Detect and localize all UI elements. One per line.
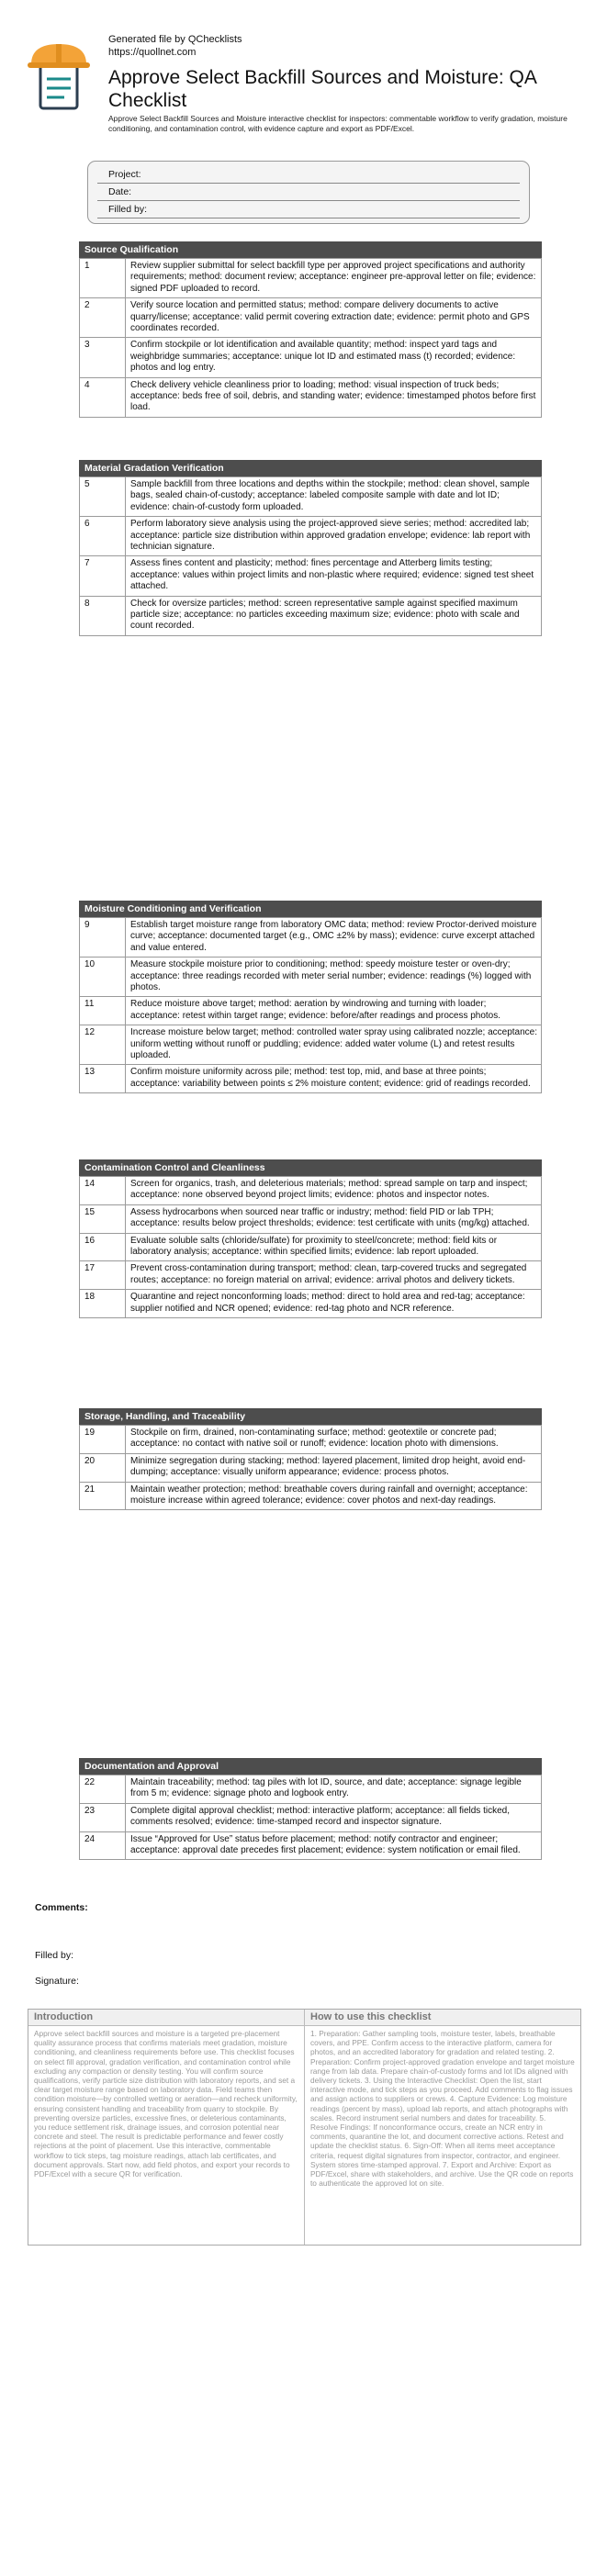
- item-number: 1: [80, 259, 126, 298]
- checklist-row[interactable]: [80, 259, 542, 298]
- item-text: Evaluate soluble salts (chloride/sulfate) for proximity to steel/concrete; method: field kits or laboratory analysis; acceptance: within specified limits; evidence: lab report uploaded.: [126, 1233, 542, 1261]
- item-number: 7: [80, 556, 126, 596]
- checklist-row[interactable]: [80, 1261, 542, 1290]
- project-info-box: [87, 161, 530, 224]
- section-source-qualification: [79, 241, 542, 418]
- checklist-row[interactable]: [80, 596, 542, 635]
- page-title: Approve Select Backfill Sources and Moisture: QA Checklist: [108, 67, 536, 111]
- item-number: 17: [80, 1261, 126, 1290]
- section-storage-handling: [79, 1408, 542, 1510]
- checklist-row[interactable]: [80, 1426, 542, 1454]
- item-text: Complete digital approval checklist; method: interactive platform; acceptance: all fields ticked, comments resolved; evidence: time-stamped record and inspector signature.: [126, 1803, 542, 1831]
- checklist-table: [79, 1775, 542, 1860]
- checklist-row[interactable]: [80, 1831, 542, 1860]
- item-number: 2: [80, 298, 126, 338]
- item-number: 4: [80, 377, 126, 417]
- checklist-row[interactable]: [80, 958, 542, 997]
- item-number: 13: [80, 1065, 126, 1093]
- item-text: Maintain weather protection; method: breathable covers during rainfall and overnight; acceptance: moisture increase within agreed tolerance; evidence: cover photos and next-day readings.: [126, 1482, 542, 1510]
- section-documentation-approval: [79, 1758, 542, 1860]
- section-contamination-control: [79, 1159, 542, 1318]
- checklist-table: [79, 1176, 542, 1318]
- checklist-row[interactable]: [80, 477, 542, 517]
- section-heading: Moisture Conditioning and Verification: [79, 901, 542, 917]
- item-text: Quarantine and reject nonconforming loads; method: direct to hold area and red-tag; acceptance: supplier notified and NCR opened; evidence: red-tag photo and NCR reference.: [126, 1290, 542, 1318]
- item-number: 6: [80, 517, 126, 556]
- checklist-row[interactable]: [80, 517, 542, 556]
- checklist-table: [79, 476, 542, 636]
- item-number: 9: [80, 918, 126, 958]
- date-field[interactable]: Date:: [97, 184, 520, 201]
- item-text: Establish target moisture range from laboratory OMC data; method: review Proctor-derived moisture curve; acceptance: documented target (e.g., OMC ±2% by mass); evidence: curve excerpt attached and value entered.: [126, 918, 542, 958]
- item-number: 5: [80, 477, 126, 517]
- generated-by-label: Generated file by QChecklists: [108, 34, 242, 45]
- item-text: Check for oversize particles; method: screen representative sample against specified maximum particle size; acceptance: no particles exceeding maximum size; evidence: photo with scale and count recorded.: [126, 596, 542, 635]
- item-text: Sample backfill from three locations and depths within the stockpile; method: clean shovel, sample bags, sealed chain-of-custody; acceptance: labeled composite sample with date and lot ID; evidence: chain-of-custody form uploaded.: [126, 477, 542, 517]
- section-heading: Source Qualification: [79, 241, 542, 258]
- checklist-table: [79, 917, 542, 1093]
- checklist-row[interactable]: [80, 338, 542, 377]
- section-heading: Storage, Handling, and Traceability: [79, 1408, 542, 1425]
- item-text: Review supplier submittal for select backfill type per approved project specifications and authority requirements; method: document review; acceptance: engineer pre-approval letter on file; evidence: signed PDF uploaded to record.: [126, 259, 542, 298]
- item-number: 19: [80, 1426, 126, 1454]
- section-moisture-conditioning: [79, 901, 542, 1093]
- item-number: 24: [80, 1831, 126, 1860]
- hardhat-clipboard-icon: [28, 40, 90, 112]
- item-text: Screen for organics, trash, and deleterious materials; method: spread sample on tarp and inspect; acceptance: none observed beyond project limits; evidence: photos and inspector notes.: [126, 1177, 542, 1205]
- page-subtitle: Approve Select Backfill Sources and Moisture interactive checklist for inspectors: commentable workflow to verify gradation, moisture conditioning, and contamination control, with evidence capture and export as PDF/Excel.: [108, 114, 568, 133]
- checklist-row[interactable]: [80, 1233, 542, 1261]
- section-heading: Documentation and Approval: [79, 1758, 542, 1775]
- checklist-row[interactable]: [80, 997, 542, 1025]
- how-to-column: [305, 2010, 580, 2245]
- item-text: Assess fines content and plasticity; method: fines percentage and Atterberg limits testing; acceptance: values within project limits and non-plastic where required; evidence: signed test sheet attached.: [126, 556, 542, 596]
- checklist-row[interactable]: [80, 1482, 542, 1510]
- checklist-row[interactable]: [80, 1065, 542, 1093]
- item-text: Stockpile on firm, drained, non-contaminating surface; method: geotextile or concrete pad; acceptance: no contact with native soil or runoff; evidence: location photo with dimensions.: [126, 1426, 542, 1454]
- item-number: 14: [80, 1177, 126, 1205]
- source-url-link[interactable]: https://quollnet.com: [108, 47, 197, 58]
- item-text: Issue “Approved for Use” status before placement; method: notify contractor and engineer; acceptance: approval date precedes first placement; evidence: system notification or email filed.: [126, 1831, 542, 1860]
- item-text: Maintain traceability; method: tag piles with lot ID, source, and date; acceptance: signage legible from 5 m; evidence: signage photo and logbook entry.: [126, 1775, 542, 1804]
- item-number: 8: [80, 596, 126, 635]
- item-text: Assess hydrocarbons when sourced near traffic or industry; method: field PID or lab TPH; acceptance: results below project thresholds; evidence: test certificate with units (mg/kg) attached.: [126, 1204, 542, 1233]
- checklist-row[interactable]: [80, 1803, 542, 1831]
- item-text: Increase moisture below target; method: controlled water spray using calibrated nozzle; acceptance: uniform wetting without runoff or puddling; evidence: added water volume (L) and retest results uploaded.: [126, 1025, 542, 1065]
- info-panel: [28, 2009, 581, 2246]
- checklist-row[interactable]: [80, 1177, 542, 1205]
- checklist-row[interactable]: [80, 1453, 542, 1482]
- item-number: 11: [80, 997, 126, 1025]
- item-text: Verify source location and permitted status; method: compare delivery documents to active quarry/license; acceptance: valid permit covering extraction date; evidence: permit photo and GPS coordinates recorded.: [126, 298, 542, 338]
- item-number: 20: [80, 1453, 126, 1482]
- item-text: Minimize segregation during stacking; method: layered placement, limited drop height, avoid end-dumping; acceptance: visually uniform appearance; evidence: process photos.: [126, 1453, 542, 1482]
- introduction-text: Approve select backfill sources and moisture is a targeted pre-placement quality assurance process that confirms materials meet gradation, moisture conditioning, and cleanliness requirements before use. This checklist focuses on select fill approval, gradation verification, and contamination control while excluding any compaction or density testing. You will confirm source qualifications, verify particle size distribution with laboratory reports, and set a clear target moisture range based on laboratory data. Field teams then condition moisture—by controlled wetting or aeration—and recheck uniformity, ensuring consistent handling and traceability from quarry to stockpile. By preventing oversize particles, excessive fines, or deleterious contaminants, you reduce settlement risk, drainage issues, and corrosion potential near concrete and steel. The result is predictable performance and fewer costly rejections at the point of placement. Use this interactive, commentable workflow to tick steps, tag moisture readings, attach lab certificates, and document approvals. Start now, add field photos, and export your records to PDF/Excel with a secure QR for verification.: [34, 2029, 298, 2179]
- item-text: Prevent cross-contamination during transport; method: clean, tarp-covered trucks and segregated routes; acceptance: no foreign material on arrival; evidence: arrival photos and delivery tickets.: [126, 1261, 542, 1290]
- project-field[interactable]: Project:: [97, 166, 520, 184]
- item-number: 3: [80, 338, 126, 377]
- item-number: 22: [80, 1775, 126, 1804]
- item-number: 21: [80, 1482, 126, 1510]
- checklist-row[interactable]: [80, 1204, 542, 1233]
- item-number: 23: [80, 1803, 126, 1831]
- introduction-column: [28, 2010, 305, 2245]
- item-text: Confirm moisture uniformity across pile; method: test top, mid, and base at three points; acceptance: variability between points ≤ 2% moisture content; evidence: grid of readings recorded.: [126, 1065, 542, 1093]
- checklist-table: [79, 1425, 542, 1510]
- how-to-text: 1. Preparation: Gather sampling tools, moisture tester, labels, breathable covers, and PPE. Confirm access to the interactive platform, camera for photos, and an accredited laboratory for gradation and related testing. 2. Preparation: Confirm project-approved gradation envelope and target moisture range from lab data. Prepare chain-of-custody forms and lot IDs aligned with delivery tickets. 3. Using the Interactive Checklist: Open the list, start interactive mode, and tick steps as you proceed. Add comments to flag issues and assign actions to suppliers or crews. 4. Capture Evidence: Log moisture readings (percent by mass), upload lab reports, and attach photographs with scales. Record instrument serial numbers and dates for traceability. 5. Resolve Findings: If nonconformance occurs, create an NCR entry in comments, quarantine the lot, and document corrective actions. Retest and update the checklist status. 6. Sign-Off: When all items meet acceptance criteria, request digital signatures from inspector, contractor, and engineer. System stores time-stamped approval. 7. Export and Archive: Export as PDF/Excel, share with stakeholders, and archive. Use the QR code on reports to authenticate the approved lot on site.: [310, 2029, 575, 2189]
- checklist-row[interactable]: [80, 1775, 542, 1804]
- item-number: 16: [80, 1233, 126, 1261]
- checklist-row[interactable]: [80, 377, 542, 417]
- checklist-row[interactable]: [80, 298, 542, 338]
- checklist-row[interactable]: [80, 1290, 542, 1318]
- item-number: 18: [80, 1290, 126, 1318]
- section-heading: Material Gradation Verification: [79, 460, 542, 476]
- how-to-heading: How to use this checklist: [305, 2010, 580, 2026]
- checklist-row[interactable]: [80, 918, 542, 958]
- item-text: Reduce moisture above target; method: aeration by windrowing and turning with loader; acceptance: retest within target range; evidence: before/after readings and process photos.: [126, 997, 542, 1025]
- item-text: Check delivery vehicle cleanliness prior to loading; method: visual inspection of truck beds; acceptance: beds free of soil, debris, and standing water; evidence: timestamped photos before first load.: [126, 377, 542, 417]
- section-material-gradation: [79, 460, 542, 636]
- comments-label[interactable]: Comments:: [35, 1902, 88, 1913]
- filled-by-field[interactable]: Filled by:: [97, 201, 520, 218]
- item-number: 12: [80, 1025, 126, 1065]
- filled-by-label[interactable]: Filled by:: [35, 1950, 74, 1961]
- introduction-heading: Introduction: [28, 2010, 304, 2026]
- checklist-row[interactable]: [80, 1025, 542, 1065]
- checklist-row[interactable]: [80, 556, 542, 596]
- section-heading: Contamination Control and Cleanliness: [79, 1159, 542, 1176]
- item-text: Perform laboratory sieve analysis using the project-approved sieve series; method: accredited lab; acceptance: particle size distribution within approved gradation envelope; evidence: lab report with technician signature.: [126, 517, 542, 556]
- item-number: 10: [80, 958, 126, 997]
- checklist-table: [79, 258, 542, 418]
- item-text: Confirm stockpile or lot identification and available quantity; method: inspect yard tags and weighbridge summaries; acceptance: unique lot ID and estimated mass (t) recorded; evidence: photos and log entry.: [126, 338, 542, 377]
- item-text: Measure stockpile moisture prior to conditioning; method: speedy moisture tester or oven-dry; acceptance: three readings recorded with meter serial number; evidence: readings (%) logged with photos.: [126, 958, 542, 997]
- item-number: 15: [80, 1204, 126, 1233]
- signature-label[interactable]: Signature:: [35, 1976, 79, 1987]
